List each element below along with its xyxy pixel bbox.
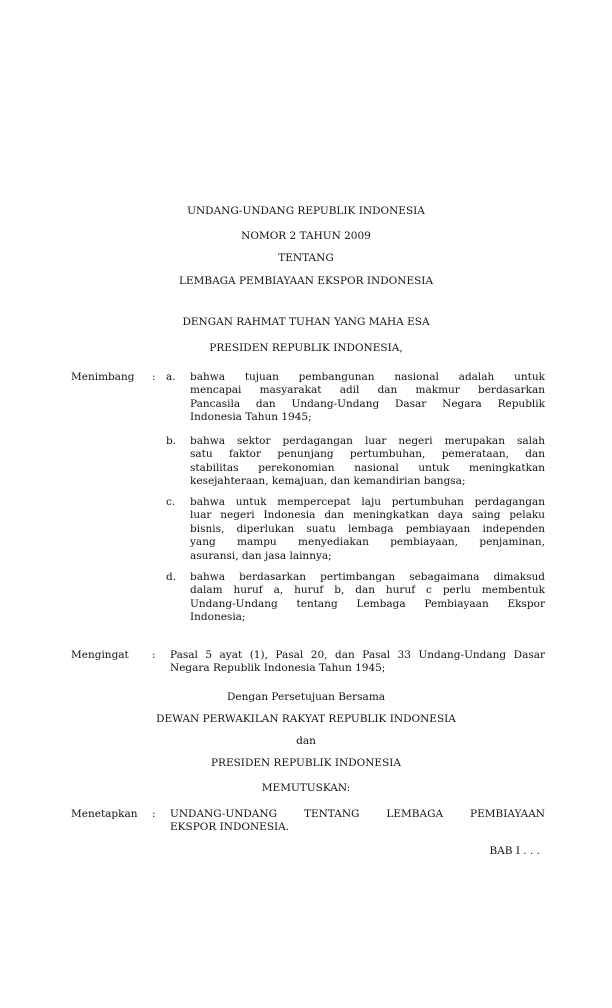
menetapkan-text	[170, 808, 545, 835]
text-line: asuransi, dan jasa lainnya;	[190, 549, 332, 562]
mengingat-text	[170, 649, 545, 676]
menetapkan-colon: :	[152, 808, 156, 820]
law-number: NOMOR 2 TAHUN 2009	[241, 230, 371, 242]
text-line: stabilitas perekonomian nasional untuk meningkatkan	[190, 461, 545, 474]
text-line: kesejahteraan, kemajuan, dan kemandirian bangsa;	[190, 475, 466, 488]
mengingat-colon: :	[152, 649, 156, 661]
mengingat-label: Mengingat	[71, 649, 129, 661]
text-line: luar negeri Indonesia dan meningkatkan daya saing pelaku	[190, 509, 545, 522]
menimbang-item	[190, 435, 545, 489]
next-page-marker: BAB I . . .	[489, 845, 540, 857]
item-letter: c.	[166, 496, 176, 508]
dpr-heading: DEWAN PERWAKILAN RAKYAT REPUBLIK INDONESIA	[156, 713, 456, 725]
text-line: Negara Republik Indonesia Tahun 1945;	[170, 662, 386, 675]
president-approval: PRESIDEN REPUBLIK INDONESIA	[210, 757, 402, 769]
about-label: TENTANG	[278, 252, 334, 264]
item-letter: b.	[166, 435, 177, 447]
text-line: satu faktor penunjang pertumbuhan, pemerataan, dan	[190, 448, 545, 461]
text-line: Undang-Undang tentang Lembaga Pembiayaan Ekspor	[190, 597, 545, 610]
item-letter: d.	[166, 571, 177, 583]
text-line: bahwa berdasarkan pertimbangan sebagaimana dimaksud	[190, 571, 545, 583]
menimbang-colon: :	[152, 371, 156, 383]
text-line: EKSPOR INDONESIA.	[170, 821, 290, 834]
text-line: bahwa tujuan pembangunan nasional adalah untuk	[190, 371, 545, 383]
text-line: Pancasila dan Undang-Undang Dasar Negara Republik	[190, 397, 545, 410]
decide-heading: MEMUTUSKAN:	[261, 782, 351, 794]
approval-line: Dengan Persetujuan Bersama	[226, 691, 386, 703]
item-letter: a.	[166, 371, 176, 383]
text-line: Pasal 5 ayat (1), Pasal 20, dan Pasal 33 Undang-Undang Dasar	[170, 649, 545, 661]
law-title: UNDANG-UNDANG REPUBLIK INDONESIA	[187, 205, 425, 217]
menimbang-item	[190, 371, 545, 425]
menimbang-item	[190, 571, 545, 625]
text-line: Indonesia;	[190, 611, 246, 624]
menetapkan-label: Menetapkan	[71, 808, 138, 820]
menimbang-label: Menimbang	[71, 371, 135, 383]
text-line: Indonesia Tahun 1945;	[190, 411, 312, 424]
menimbang-item	[190, 496, 545, 563]
law-subject: LEMBAGA PEMBIAYAAN EKSPOR INDONESIA	[178, 275, 434, 287]
text-line: bisnis, diperlukan suatu lembaga pembiayaan independen	[190, 522, 545, 535]
president-heading: PRESIDEN REPUBLIK INDONESIA,	[209, 342, 403, 354]
text-line: UNDANG-UNDANG TENTANG LEMBAGA PEMBIAYAAN	[170, 808, 545, 820]
text-line: mencapai masyarakat adil dan makmur berdasarkan	[190, 384, 545, 397]
text-line: bahwa sektor perdagangan luar negeri merupakan salah	[190, 435, 545, 447]
blessing: DENGAN RAHMAT TUHAN YANG MAHA ESA	[182, 316, 430, 328]
text-line: yang mampu menyediakan pembiayaan, penjaminan,	[190, 536, 545, 549]
text-line: dalam huruf a, huruf b, dan huruf c perlu membentuk	[190, 584, 545, 597]
and-label: dan	[296, 735, 316, 747]
text-line: bahwa untuk mempercepat laju pertumbuhan perdagangan	[190, 496, 545, 508]
